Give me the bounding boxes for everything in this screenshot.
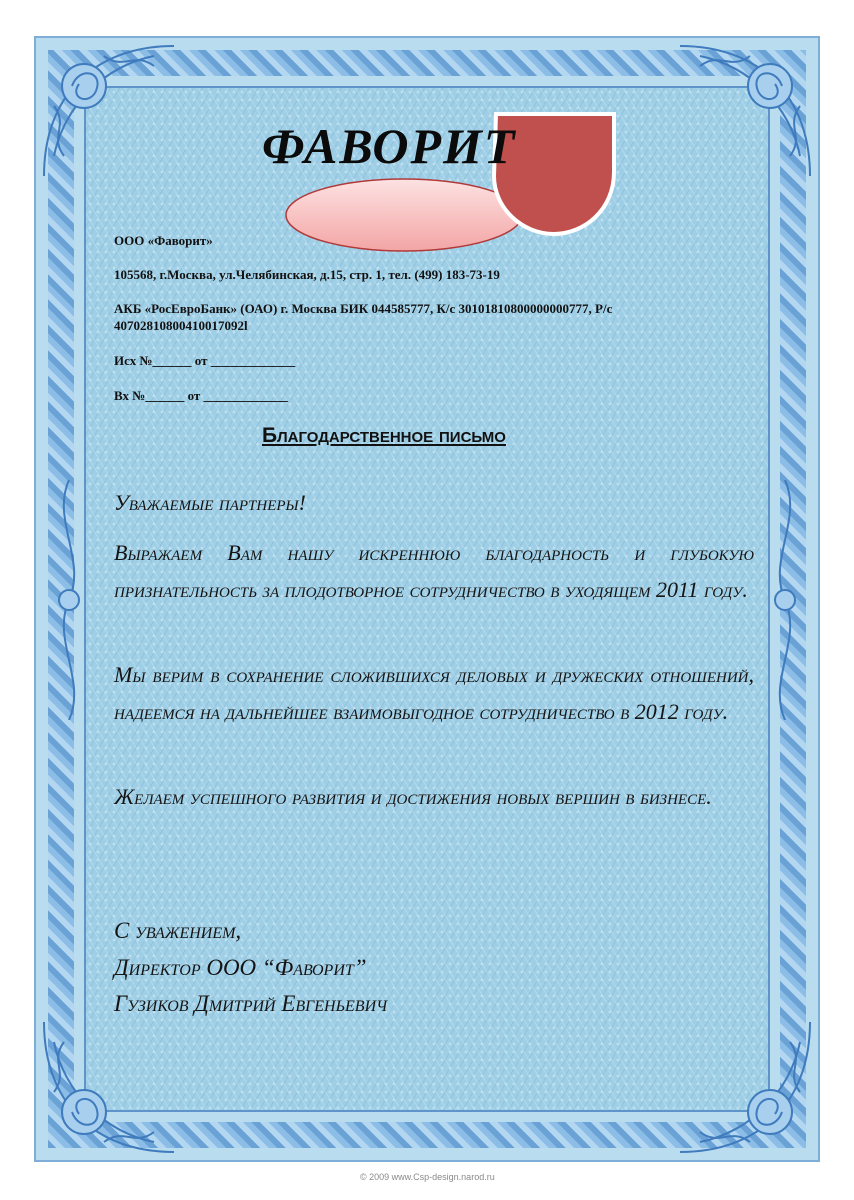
corner-ornament-top-right <box>670 36 820 186</box>
bank-details-line1: АКБ «РосЕвроБанк» (ОАО) г. Москва БИК 044585777, К/с 30101810800000000777, Р/с <box>114 301 613 316</box>
incoming-number: Вх №______ от _____________ <box>114 388 289 403</box>
signer-name: Гузиков Дмитрий Евгеньевич <box>114 991 388 1016</box>
corner-ornament-bottom-right <box>670 1012 820 1162</box>
bank-details-line2: 40702810800410017092l <box>114 318 248 333</box>
paragraph-1: Выражаем Вам нашу искреннюю благодарность и глубокую признательность за плодотворное сотрудничество в уходящем 2011 году. <box>114 540 754 602</box>
side-ornament-right <box>762 480 808 720</box>
letter-heading: Благодарственное письмо <box>262 424 506 447</box>
company-address: 105568, г.Москва, ул.Челябинская, д.15, стр. 1, тел. (499) 183-73-19 <box>114 267 500 282</box>
company-name: ООО «Фаворит» <box>114 233 213 248</box>
corner-ornament-bottom-left <box>34 1012 184 1162</box>
paragraph-3: Желаем успешного развития и достижения новых вершин в бизнесе. <box>114 784 712 809</box>
copyright-footer: © 2009 www.Csp-design.narod.ru <box>360 1172 495 1182</box>
signer-title: Директор ООО “Фаворит” <box>114 955 367 980</box>
greeting: Уважаемые партнеры! <box>114 490 306 515</box>
logo-title: ФАВОРИТ <box>262 118 517 174</box>
corner-ornament-top-left <box>34 36 184 186</box>
side-ornament-left <box>46 480 92 720</box>
outgoing-number: Исх №______ от _____________ <box>114 353 296 368</box>
paragraph-2: Мы верим в сохранение сложившихся деловых и дружеских отношений, надеемся на дальнейшее взаимовыгодное сотрудничество в 2012 году. <box>114 662 754 724</box>
closing: С уважением, <box>114 918 242 943</box>
